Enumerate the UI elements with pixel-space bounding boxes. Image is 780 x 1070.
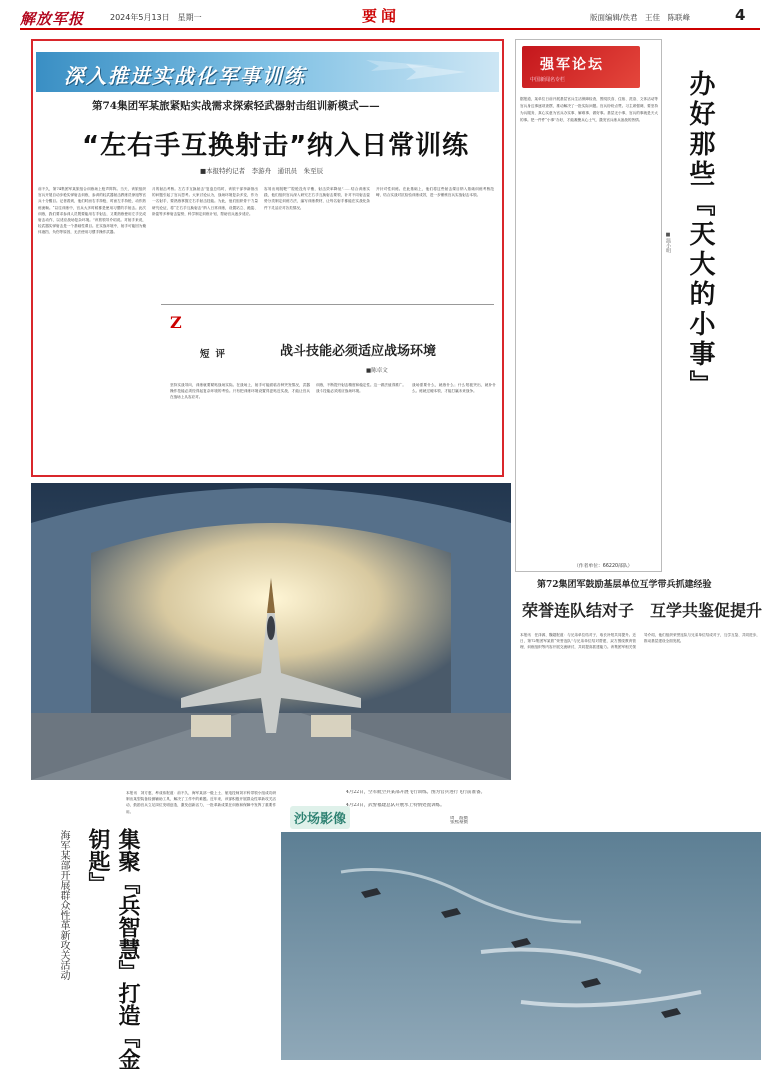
commentary-tag: 短评 <box>200 349 232 360</box>
commentary-mark-icon: Z <box>170 313 182 332</box>
commentary-title[interactable]: 战斗技能必须适应战场环境 <box>280 344 437 359</box>
commentary-body-col1: 坚持实战导向，训练就要紧贴战场实际。在战场上，射手可能面临各种突发情况，武器操作技能必须经得起复杂环境的考验。只有把训练环境设置得更贴近实战，才能让官兵在战场上从容应对。 <box>170 383 310 400</box>
fighter-jet-photo <box>31 483 511 780</box>
commentary-body-col2: 训练，不断提升射击精度和稳定性。这一做法值得推广。战斗技能必须适应战场环境。 <box>316 383 406 394</box>
bottom-article-kicker: 海军某部开展群众性革新攻关活动 <box>58 830 69 980</box>
article2-headline[interactable]: 荣誉连队结对子 互学共鉴促提升 <box>522 601 763 620</box>
page-number: 4 <box>735 6 746 24</box>
photo-essay-logo: 沙场影像 <box>290 806 350 829</box>
section-title: 要闻 <box>362 7 401 25</box>
photo-caption-2-author: 张熙豪摄 <box>450 820 468 825</box>
header-divider <box>20 28 760 30</box>
article-kicker: 第74集团军某旅紧贴实战需求探索轻武器射击组训新模式—— <box>92 100 380 112</box>
article2-body: 本报讯 任泽源、魏超报道：与兄弟单位结对子，取长补短共同提升。近日，第72集团军某旅“荣誉连队”与兄弟单位结对帮建，双方围绕教育管理、训练组织等内容开展交流研讨，共同提高抓建能力。该集团军相关领导介绍，他们组织荣誉连队与兄弟单位结成对子，互学互鉴、共同进步，推动基层建设全面发展。 <box>520 633 760 650</box>
masthead-logo: 解放军报 <box>20 10 85 28</box>
page-editors: 版面编辑/佚君 王佳 陈联峰 <box>590 13 691 22</box>
commentary-author: ■陈卓文 <box>366 368 388 374</box>
article-headline[interactable]: “左右手互换射击”纳入日常训练 <box>82 131 470 161</box>
bottom-article-body: 本报讯 刘方惠、牟成伟报道：前不久，海军某部一级上士、航电技师刘平科带领小组成功研制出某型装备检测辅助工具，解决了工作中的难题。近年来，该部积极开展群众性革新攻关活动，鼓励官兵立足岗位发明创造，激发创新活力，一批革新成果在训练和保障中发挥了重要作用。 <box>126 791 276 814</box>
article2-kicker: 第72集团军鼓励基层单位互学带兵抓建经验 <box>537 580 712 590</box>
article-body-col1: 前不久，第74集团军某旅组合训练场上枪声阵阵。当天，该旅组织官兵开展自动步枪实弹射击训练，参训的轻武器射击教练员徐旭等官兵十分醒目。记者看到，他们时而右手持枪，时而左手持枪，动作熟练流畅。“以往训练中，官兵大多时候都是使用习惯的手射击。此次训练，我们要求参训人员既要能用右手射击，又要熟练使用左手完成射击动作，以适应战场复杂环境。”该旅领导介绍说。对射手来说，轻武器实弹射击是一个基础性课目。在实战环境中，射手可能因为掩体遮挡、负伤等原因，无法使用习惯手操作武器。 <box>38 187 146 235</box>
article-body-col4: 开针对性训练。在此基础上，他们将这些射击课目纳入基础训练考核范畴，结合实战对抗检验训练成效，进一步锤炼官兵实战射击本领。 <box>376 187 494 198</box>
banner-title: 深入推进实战化军事训练 <box>64 64 306 88</box>
patrol-boats-photo <box>281 832 761 1060</box>
article-byline: ■本报特约记者 李游舟 通讯员 朱至辰 <box>200 167 324 175</box>
article-body-col2: 月的射击考核。左右手互换射击”复盘总结时，该旅干部李新指出的问题引起了官兵思考。大家讨论认为，战场环境复杂多变，作为一名射手，要熟练掌握左右手射击技能。为此，他们组织骨干力量研究论证，将“左右手互换射击”纳入日常训练，设置站立、跪姿、卧姿等多种射击姿势，科学制定训练计划，帮助官兵逐步适应。 <box>152 187 258 216</box>
forum-author: ■温小明 <box>665 232 671 253</box>
forum-body: 据报道，某单位日前开展基层官兵生活保障检查，围绕饮食、住宿、洗浴、文体活动等官兵身边事逐项查摆，推动解决了一批实际问题。官兵纷纷点赞。习主席强调，要坚持为兵服务，真心实意为官兵办实事、解难事、做好事。基层无小事，官兵的事就是天大的事。把一件件“小事”办好，才能凝聚兵心士气，激发官兵练兵备战的热情。 <box>520 97 658 122</box>
forum-subtitle: 中国新闻名专栏 <box>530 77 566 83</box>
photo-caption-1: 4月22日，空军航空兵某部开展飞行训练。图为官兵进行飞行前准备。 <box>346 790 486 795</box>
forum-author-credit: （作者单位：66220部队） <box>574 564 633 569</box>
commentary-body-col3: 战场需要什么，就练什么；什么短板突出，就补什么。练就过硬本领，才能打赢未来战争。 <box>412 383 496 394</box>
article-body-col3: 容易出现脱靶”“腔枪没有平衡，射击效率降低”……结合训练实践，他们组织官兵深入研究左右手互换射击要领，针对不同射击姿势分类制定训练方法，编写训练教材，让每名射手都能在实战化条件下灵活应对各类情况。 <box>264 187 370 210</box>
forum-name: 强军论坛 <box>540 57 604 73</box>
photo-caption-1-author: 周 波摄 <box>450 816 468 821</box>
photo-caption-2: 4月23日，武警福建总队开展水上特情处置训练。 <box>346 803 445 808</box>
bottom-article-headline[interactable]: 集聚『兵智慧』打造『金钥匙』 <box>85 828 140 1070</box>
issue-date: 2024年5月13日 星期一 <box>110 13 202 22</box>
forum-headline[interactable]: 办好那些『天大的小事』 <box>685 70 715 400</box>
